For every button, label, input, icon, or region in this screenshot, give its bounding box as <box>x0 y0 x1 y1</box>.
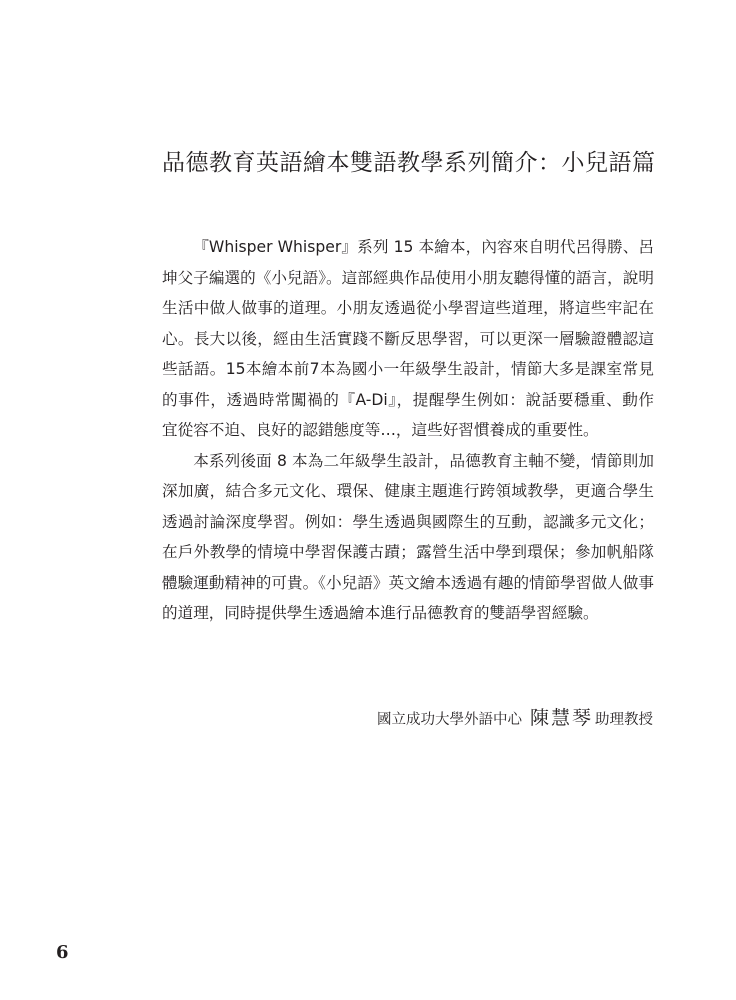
author-signature <box>355 703 653 730</box>
author-affiliation: 國立成功大學外語中心 <box>376 712 522 728</box>
author-position: 助理教授 <box>595 712 653 728</box>
page-number: 6 <box>56 942 69 963</box>
page-title: 品德教育英語繪本雙語教學系列簡介：小兒語篇 <box>162 150 656 176</box>
body-text <box>162 232 654 629</box>
paragraph-1: 『Whisper Whisper』系列 15 本繪本，內容來自明代呂得勝、呂坤父子編選的《小兒語》。這部經典作品使用小朋友聽得懂的語言，說明生活中做人做事的道理。小朋友透過從小學習這些道理，將這些牢記在心。長大以後，經由生活實踐不斷反思學習，可以更深一層驗證體認這些話語。15本繪本前7本為國小一年級學生設計，情節大多是課室常見的事件，透過時常闖禍的『A-Di』，提醒學生例如：說話要穩重、動作宜從容不迫、良好的認錯態度等…，這些好習慣養成的重要性。 <box>162 238 654 439</box>
author-name: 陳慧琴 <box>529 707 593 729</box>
paragraph-2: 本系列後面 8 本為二年級學生設計，品德教育主軸不變，情節則加深加廣，結合多元文化、環保、健康主題進行跨領域教學，更適合學生透過討論深度學習。例如：學生透過與國際生的互動，認識多元文化；在戶外教學的情境中學習保護古蹟；露營生活中學到環保；參加帆船隊體驗運動精神的可貴。《小兒語》英文繪本透過有趣的情節學習做人做事的道理，同時提供學生透過繪本進行品德教育的雙語學習經驗。 <box>162 451 654 622</box>
